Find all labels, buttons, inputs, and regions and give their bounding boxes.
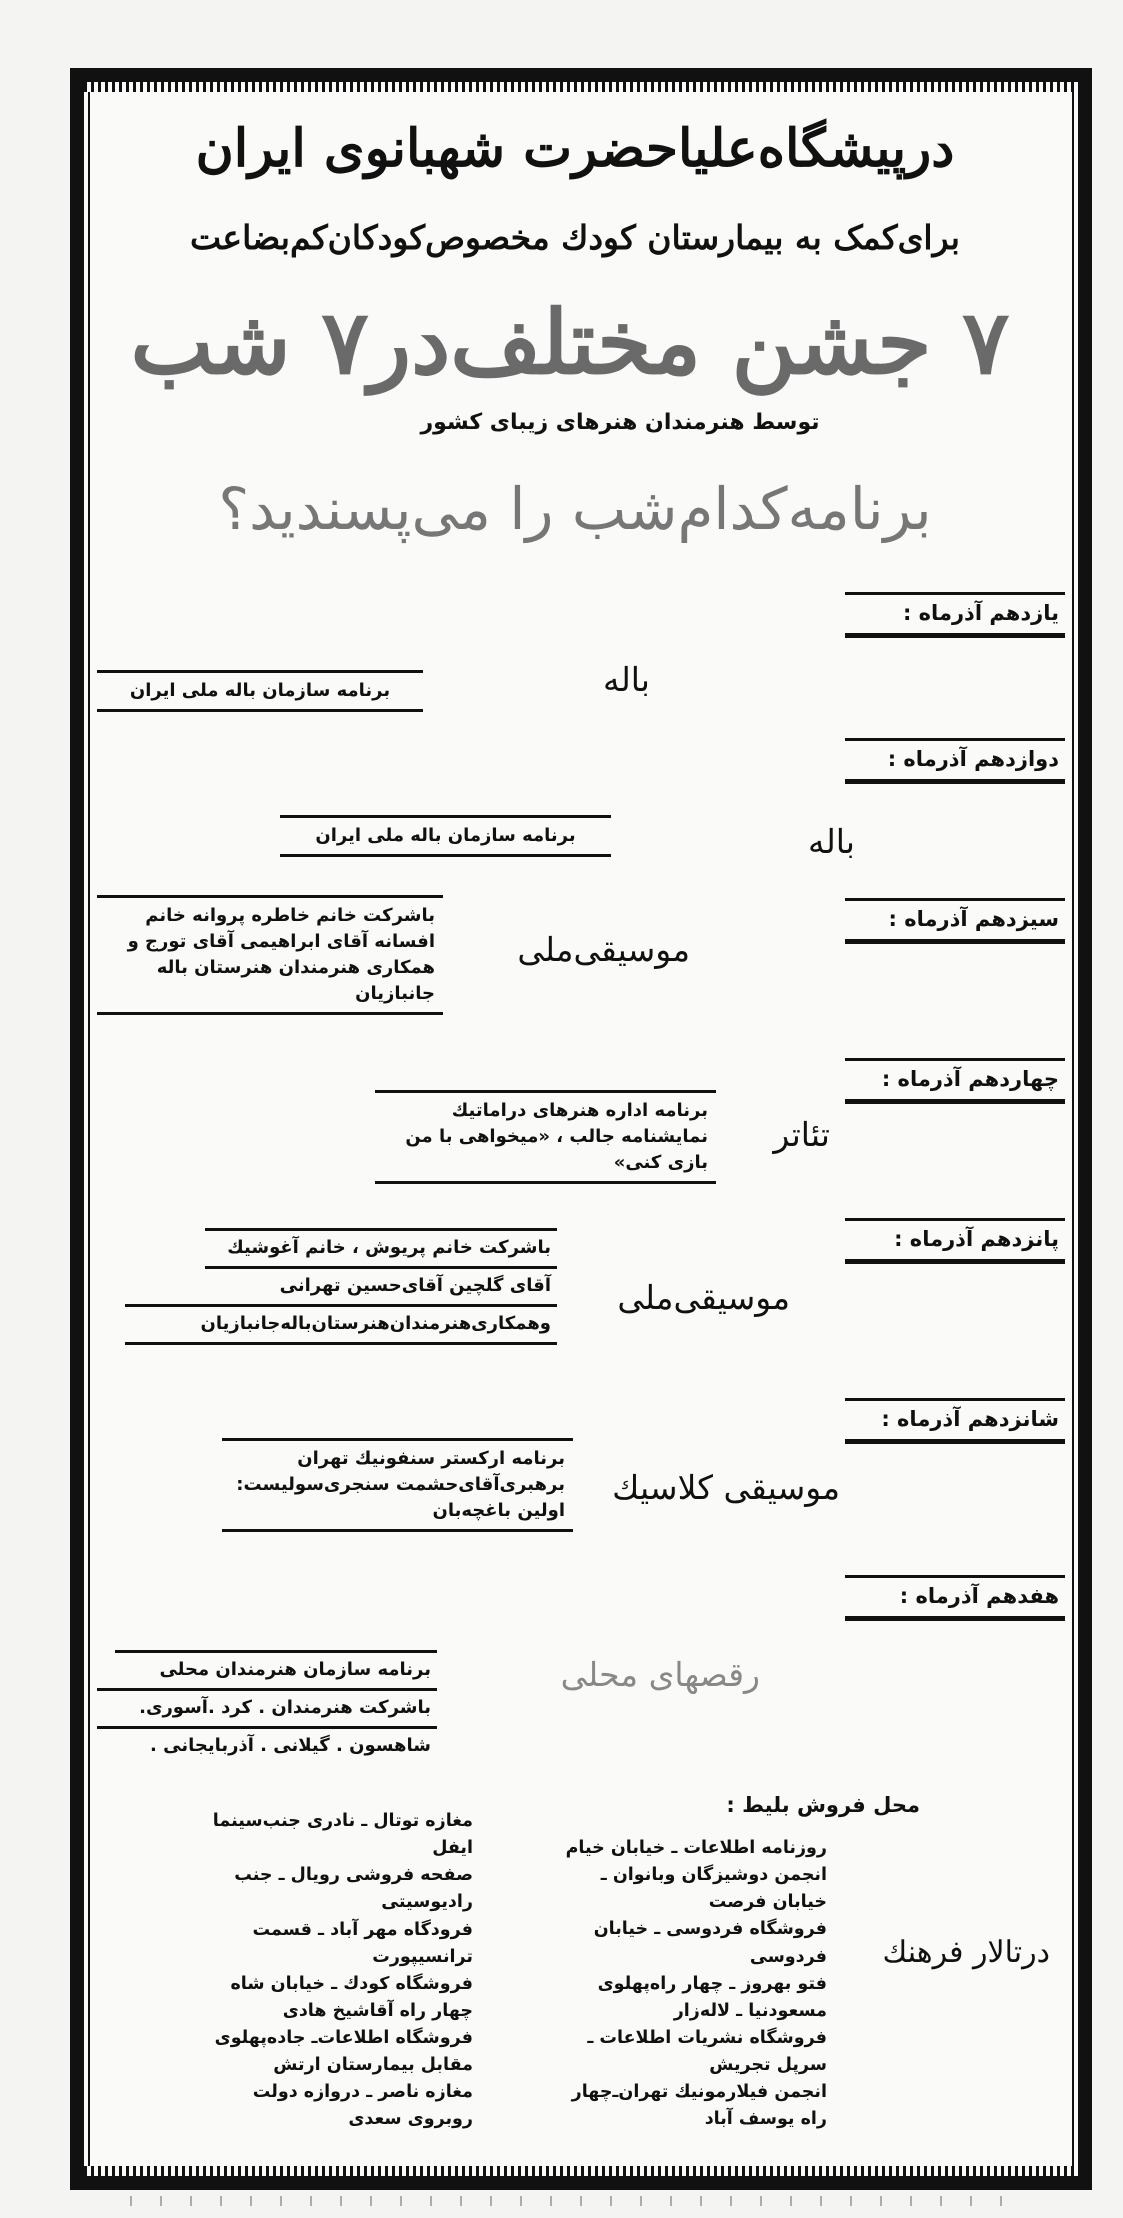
frame-hatching-top bbox=[84, 82, 1078, 92]
date-rule bbox=[845, 1099, 1065, 1104]
night-7-program: رقصهای محلی bbox=[560, 1655, 760, 1694]
detail-line: برنامه سازمان هنرمندان محلی bbox=[115, 1650, 437, 1688]
date-rule bbox=[845, 939, 1065, 944]
detail-line: وهمکاری‌هنرمندان‌هنرستان‌باله‌جانبازیان bbox=[125, 1304, 557, 1345]
ticket-outlets-right bbox=[497, 1835, 827, 2133]
outlet-line: فردوسی bbox=[749, 1946, 827, 1967]
date-label: سیزدهم آذرماه : bbox=[888, 907, 1059, 931]
header-purpose: برای‌کمک به بیمارستان کودك مخصوص‌کودکان‌کم‌بضاعت bbox=[190, 218, 960, 257]
detail-line: اولین باغچه‌بان bbox=[432, 1500, 565, 1522]
night-7-details bbox=[97, 1650, 437, 1764]
date-label: هفدهم آذرماه : bbox=[899, 1584, 1059, 1608]
header-seven-nights: ۷ جشن مختلف‌در۷ شب bbox=[130, 290, 1010, 394]
night-2-program: باله bbox=[808, 822, 855, 861]
detail-line: برنامه سازمان باله ملی ایران bbox=[129, 680, 391, 701]
header-by-artists: توسط هنرمندان هنرهای زیبای کشور bbox=[420, 410, 820, 435]
ticket-venue: درتالار فرهنك bbox=[882, 1935, 1050, 1970]
outlet-line: فروشگاه اطلاعات‌ـ جاده‌پهلوی bbox=[214, 2028, 473, 2048]
detail-line: برهبری‌آقای‌حشمت سنجری‌سولیست: bbox=[236, 1474, 565, 1496]
detail-line: آقای گلچین آقای‌حسین تهرانی bbox=[205, 1266, 557, 1304]
date-label: شانزدهم آذرماه : bbox=[881, 1407, 1059, 1431]
night-4-details bbox=[375, 1090, 716, 1184]
outlet-line: انجمن دوشیزگان وبانوان ـ bbox=[600, 1865, 827, 1886]
outlet-line: مقابل بیمارستان ارتش bbox=[273, 2055, 473, 2076]
outlet-line: ایفل bbox=[432, 1838, 473, 1859]
night-6-program: موسیقی کلاسیك bbox=[612, 1468, 840, 1507]
night-6-date bbox=[845, 1398, 1065, 1444]
outlet-line: خیابان فرصت bbox=[708, 1892, 827, 1913]
adjacent-column-edge bbox=[1098, 760, 1116, 1820]
outlet-line: فروشگاه کودك ـ خیابان شاه bbox=[230, 1973, 473, 1994]
night-3-program: موسیقی‌ملی bbox=[517, 930, 690, 969]
detail-line: بازی کنی» bbox=[613, 1152, 708, 1174]
header-question: برنامه‌کدام‌شب را می‌پسندید؟ bbox=[218, 475, 932, 543]
night-1-date bbox=[845, 592, 1065, 638]
night-5-details bbox=[97, 1228, 557, 1345]
detail-line: باشرکت خانم خاطره پروانه خانم bbox=[145, 905, 435, 926]
frame-hatching-bottom bbox=[84, 2166, 1078, 2176]
outlet-line: صفحه فروشی رویال ـ جنب bbox=[234, 1865, 473, 1886]
ticket-outlets-left bbox=[138, 1808, 473, 2134]
detail-line: همکاری هنرمندان هنرستان باله bbox=[156, 957, 435, 979]
night-4-program: تئاتر bbox=[773, 1115, 830, 1154]
detail-line: جانبازیان bbox=[355, 983, 435, 1005]
outlet-line: سرپل تجریش bbox=[709, 2055, 827, 2075]
outlet-line: انجمن فیلارمونیك تهران‌ـ‌چهار bbox=[571, 2082, 827, 2103]
night-7-date bbox=[845, 1575, 1065, 1621]
outlet-line: فروشگاه نشریات اطلاعات ـ bbox=[587, 2027, 827, 2048]
detail-line: نمایشنامه جالب ، «میخواهی با من bbox=[405, 1126, 708, 1148]
detail-line: باشرکت هنرمندان . کرد .آسوری. bbox=[97, 1688, 437, 1726]
date-label: دوازدهم آذرماه : bbox=[887, 747, 1059, 771]
outlet-line: روزنامه اطلاعات ـ خیابان خیام bbox=[565, 1838, 827, 1858]
night-5-program: موسیقی‌ملی bbox=[617, 1278, 790, 1317]
outlet-line: مغازه توتال ـ نادری جنب‌سینما bbox=[212, 1811, 473, 1831]
night-4-date bbox=[845, 1058, 1065, 1104]
night-5-date bbox=[845, 1218, 1065, 1264]
outlet-line: روبروی سعدی bbox=[348, 2109, 473, 2130]
detail-line: برنامه اداره هنرهای دراماتیك bbox=[451, 1100, 708, 1121]
date-label: پانزدهم آذرماه : bbox=[894, 1227, 1059, 1251]
date-label: چهاردهم آذرماه : bbox=[881, 1067, 1059, 1091]
detail-line: باشرکت خانم پریوش ، خانم آغوشیك bbox=[205, 1228, 557, 1266]
date-rule bbox=[845, 633, 1065, 638]
outlet-line: راه یوسف آباد bbox=[704, 2109, 827, 2130]
detail-line: شاهسون . گیلانی . آذربایجانی . bbox=[97, 1726, 437, 1764]
outlet-line: ترانسیپورت bbox=[372, 1946, 473, 1967]
outlet-line: فرودگاه مهر آباد ـ قسمت bbox=[252, 1919, 473, 1940]
night-3-details bbox=[97, 895, 443, 1015]
detail-line: افسانه آقای ابراهیمی آقای تورج و bbox=[127, 931, 435, 953]
night-3-date bbox=[845, 898, 1065, 944]
date-rule bbox=[845, 1616, 1065, 1621]
outlet-line: چهار راه آقاشیخ هادی bbox=[282, 2000, 473, 2021]
night-1-program: باله bbox=[603, 660, 650, 699]
night-2-date bbox=[845, 738, 1065, 784]
date-rule bbox=[845, 779, 1065, 784]
date-label: یازدهم آذرماه : bbox=[902, 601, 1059, 625]
outlet-line: مغازه ناصر ـ دروازه دولت bbox=[252, 2082, 473, 2103]
night-6-details bbox=[222, 1438, 573, 1532]
outlet-line: فتو بهروز ـ چهار راه‌پهلوی bbox=[597, 1973, 827, 1994]
outlet-line: رادیوسیتی bbox=[381, 1892, 473, 1913]
date-rule bbox=[845, 1259, 1065, 1264]
header-dedication: درپیشگاه‌علیاحضرت شهبانوی ایران bbox=[195, 118, 955, 179]
detail-line: برنامه ارکستر سنفونیك تهران bbox=[297, 1448, 565, 1469]
detail-line: برنامه سازمان باله ملی ایران bbox=[315, 825, 576, 846]
night-2-details bbox=[280, 815, 611, 857]
outlet-line: فروشگاه فردوسی ـ خیابان bbox=[593, 1919, 827, 1940]
night-1-details bbox=[97, 670, 423, 712]
date-rule bbox=[845, 1439, 1065, 1444]
outlet-line: مسعودنیا ـ لاله‌زار bbox=[673, 2000, 827, 2021]
ticket-sales-heading: محل فروش بلیط : bbox=[726, 1793, 920, 1817]
scan-edge-noise bbox=[130, 2196, 1030, 2206]
